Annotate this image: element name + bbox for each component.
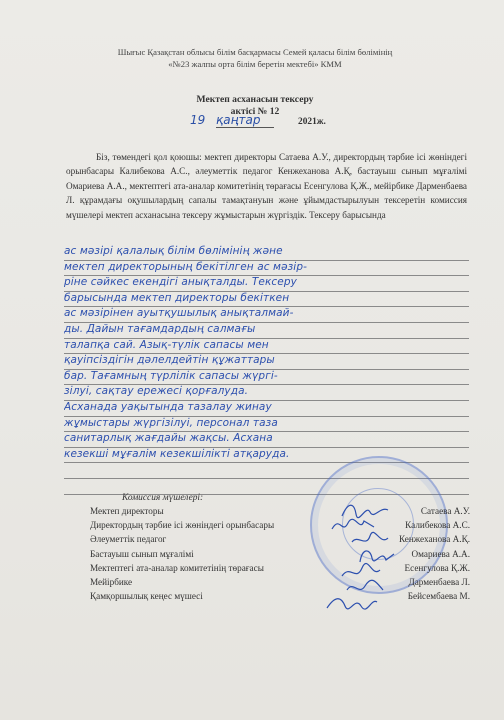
handwritten-line: мектеп директорының бекітілген ас мәзір- [64,261,469,277]
handwritten-line: қауіпсіздігін дәлелдейтін құжаттары [64,354,469,370]
member-row [90,506,470,520]
handwritten-line: жұмыстары жүргізілуі, персонал таза [64,417,469,433]
member-name: Калибекова А.С. [405,520,470,531]
member-role: Мектептегі ата-аналар комитетінің төрағасы [90,562,264,573]
member-name: Кенжеханова А.Қ. [399,534,470,545]
member-row [90,520,470,534]
handwritten-line: талапқа сай. Азық-түлік сапасы мен [64,339,469,355]
handwritten-line: кезекші мұғалім кезекшілікті атқаруда. [64,448,469,464]
member-role: Қамқоршылық кеңес мүшесі [90,591,203,602]
member-row [90,577,470,591]
title-line-2: актісі № 12 [230,106,280,117]
body-paragraph-text: Біз, төмендегі қол қоюшы: мектеп директоры Сатаева А.У., директордың тәрбие ісі жөніндегі орынбасары Калибекова А.С., әлеуметтік педагог Кенжеханова А.Қ, бастауыш сынып мұғалімі Омариева А.А., мектептегі ата-аналар комитетінің төрағасы Есенгулова Қ.Ж., мейірбике Дарменбаева Л. құрамдағы оқушылардың сапалы тамақтануын және ұйымдастырылуын тексеретін комиссия мүшелері мектеп асханасына тексеру жұмыстарын жүргіздік. Тексеру барысында [66,152,467,220]
handwritten-line: барысында мектеп директоры бекіткен [64,292,469,308]
header-line-1: Шығыс Қазақстан облысы білім басқармасы Семей қаласы білім бөлімінің [117,47,393,57]
body-paragraph [66,150,467,222]
member-name: Омариева А.А. [411,548,470,559]
handwritten-line: ас мәзірі қалалық білім бөлімінің және [64,245,469,261]
member-role: Директордың тәрбие ісі жөніндегі орынбасары [90,520,275,531]
date-month: қаңтар [216,113,274,128]
handwritten-line: ріне сәйкес екендігі анықталды. Тексеру [64,276,469,292]
signature-board-member [325,592,379,616]
organization-header [60,46,450,70]
member-role: Әлеуметтік педагог [90,534,167,545]
handwritten-findings [64,245,469,495]
commission-heading: Комиссия мүшелері: [122,493,204,503]
handwritten-line: санитарлық жағдайы жақсы. Асхана [64,432,469,448]
handwritten-line: бар. Тағамның түрлілік сапасы жүргі- [64,370,469,386]
handwritten-line: зілуі, сақтау ережесі қорғалуда. [64,385,469,401]
handwritten-line: ды. Дайын тағамдардың салмағы [64,323,469,339]
member-role: Мектеп директоры [90,506,164,516]
member-row [90,549,470,563]
member-name: Сатаева А.У. [420,506,470,516]
member-name: Дарменбаева Л. [408,576,470,587]
member-role: Мейірбике [90,576,133,587]
title-line-1: Мектеп асханасын тексеру [196,94,314,105]
handwritten-line: Асханада уақытында тазалау жинау [64,401,469,417]
member-name: Есенгулова Қ.Ж. [404,562,470,573]
member-row [90,534,470,548]
member-row [90,563,470,577]
commission-members [90,506,470,605]
header-line-2: «№23 жалпы орта білім беретін мектебі» КММ [168,59,342,69]
member-row [90,591,470,605]
member-role: Бастауыш сынып мұғалімі [90,548,194,559]
date-day: 19 [190,113,206,127]
date-year: 2021ж. [298,117,326,127]
member-name: Бейсембаева М. [407,591,470,602]
handwritten-line: ас мәзірінен ауытқушылық анықталмай- [64,307,469,323]
